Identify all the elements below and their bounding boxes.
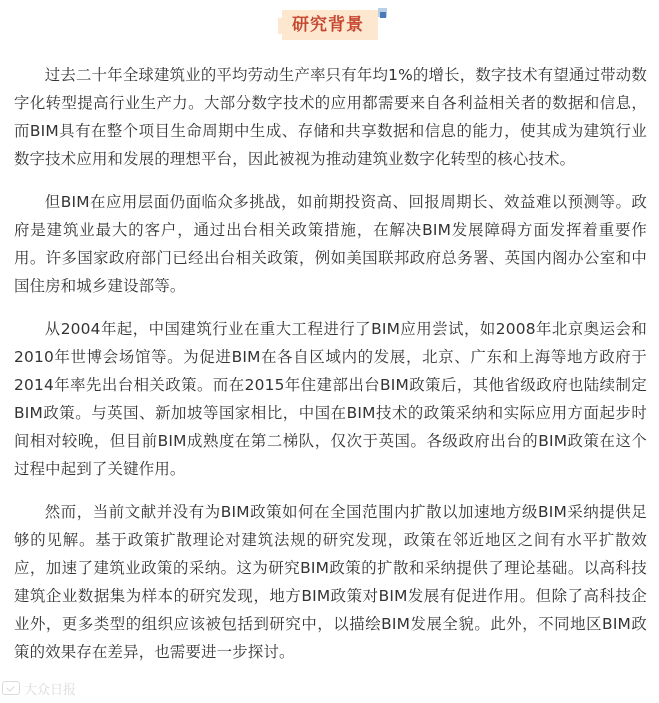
- watermark-text: 大众日报: [24, 682, 77, 698]
- section-title-badge: [278, 10, 388, 40]
- paragraph-3: 从2004年起，中国建筑行业在重大工程进行了BIM应用尝试，如2008年北京奥运会和2010年世博会场馆等。为促进BIM在各自区域内的发展，北京、广东和上海等地方政府于2014年率先出台相关政策。而在2015年住建部出台BIM政策后，其他省级政府也陆续制定BIM政策。与英国、新加坡等国家相比，中国在BIM技术的政策采纳和实际应用方面起步时间相对较晚，但目前BIM成熟度在第二梯队，仅次于英国。各级政府出台的BIM政策在这个过程中起到了关键作用。: [14, 320, 647, 478]
- section-title: 研究背景: [292, 15, 364, 35]
- paragraph-1: 过去二十年全球建筑业的平均劳动生产率只有年均1%的增长，数字技术有望通过带动数字化转型提高行业生产力。大部分数字技术的应用都需要来自各利益相关者的数据和信息，而BIM具有在整个项目生命周期中生成、存储和共享数据和信息的能力，使其成为建筑行业数字技术应用和发展的理想平台，因此被视为推动建筑业数字化转型的核心技术。: [14, 66, 647, 168]
- section-header: [0, 0, 659, 50]
- decor-square-dark: [380, 12, 386, 18]
- article-body: [14, 61, 647, 681]
- source-watermark: [2, 676, 76, 700]
- paragraph-4: 然而，当前文献并没有为BIM政策如何在全国范围内扩散以加速地方级BIM采纳提供足够的见解。基于政策扩散理论对建筑法规的研究发现，政策在邻近地区之间有水平扩散效应，加速了建筑业政策的采纳。这为研究BIM政策的扩散和采纳提供了理论基础。以高科技建筑企业数据集为样本的研究发现，地方BIM政策对BIM发展有促进作用。但除了高科技企业外，更多类型的组织应该被包括到研究中，以描绘BIM发展全貌。此外，不同地区BIM政策的效果存在差异，也需要进一步探讨。: [14, 503, 647, 661]
- paragraph-2: 但BIM在应用层面仍面临众多挑战，如前期投资高、回报周期长、效益难以预测等。政府是建筑业最大的客户，通过出台相关政策措施，在解决BIM发展障碍方面发挥着重要作用。许多国家政府部门已经出台相关政策，例如美国联邦政府总务署、英国内阁办公室和中国住房和城乡建设部等。: [14, 193, 647, 295]
- check-message-icon: [2, 681, 20, 695]
